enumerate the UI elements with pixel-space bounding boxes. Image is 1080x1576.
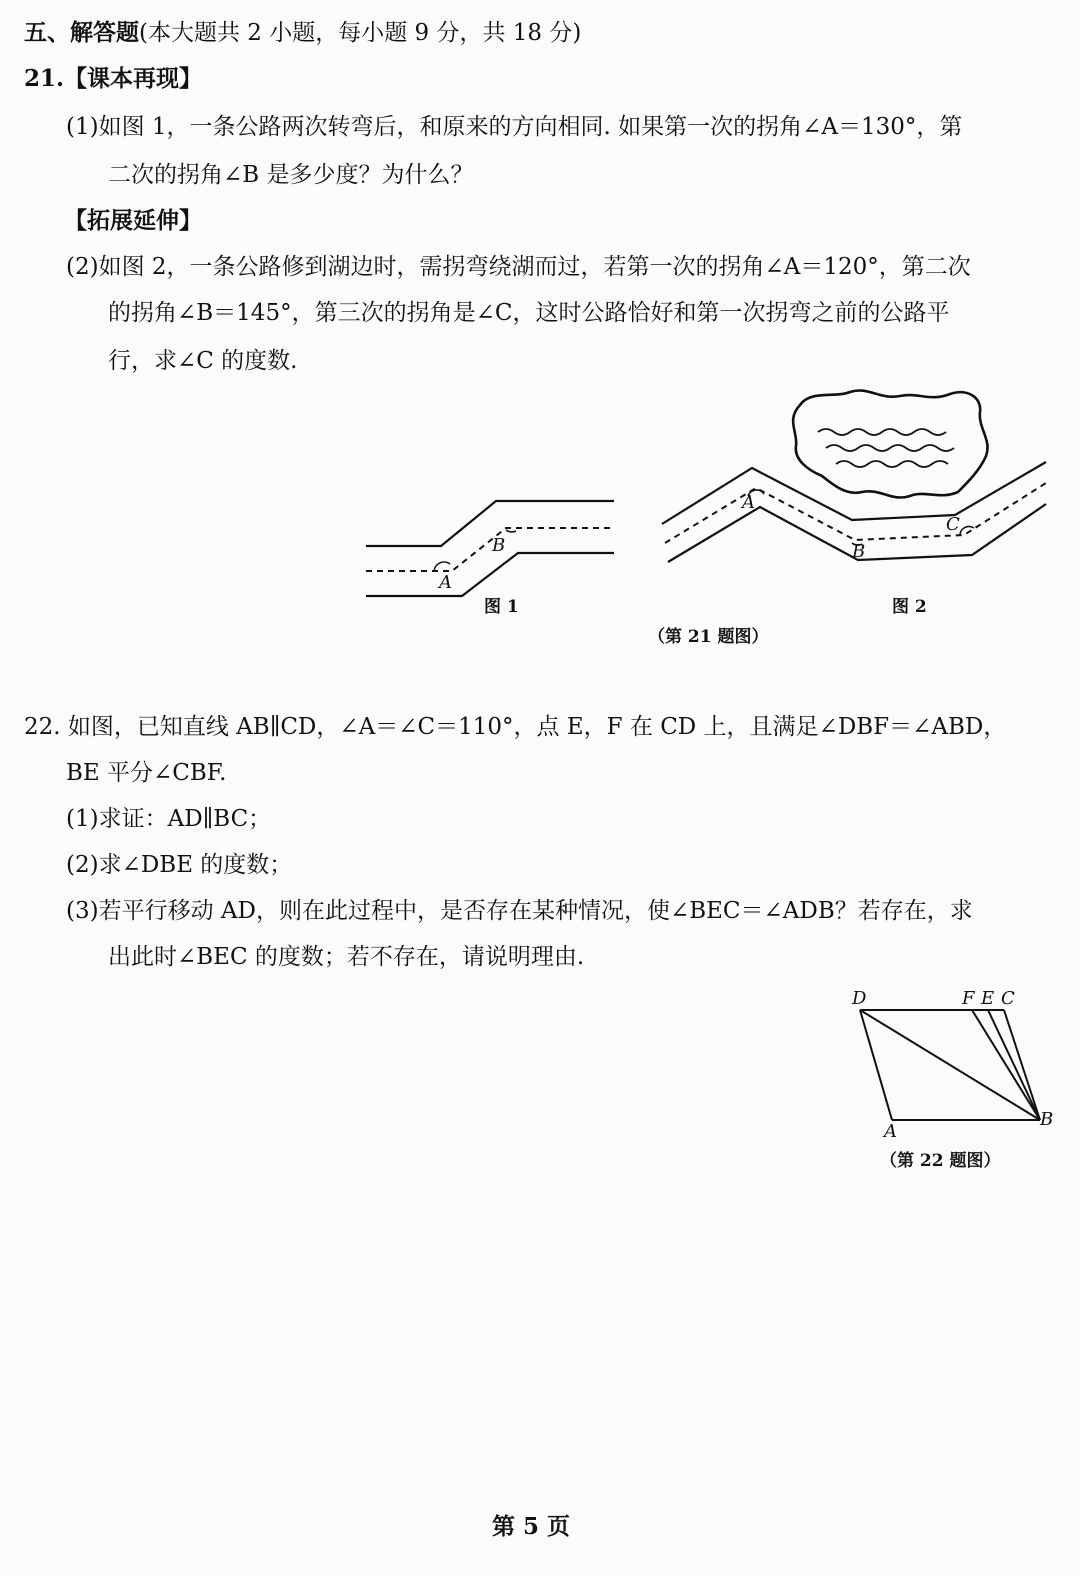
page-number: 第 5 页 [492,1513,571,1540]
figure-22 [860,1010,1040,1120]
fig1-road-lower-edge [366,553,614,596]
fig2-label-a: A [742,492,755,513]
fig22-label-b: B [1040,1109,1054,1130]
q21-figure-caption: （第 21 题图） [648,627,769,647]
q22-line2: BE 平分∠CBF. [66,760,227,786]
q21-part2-line2: 的拐角∠B＝145°，第三次的拐角是∠C，这时公路恰好和第一次拐弯之前的公路平 [108,300,950,326]
fig22-label-e: E [981,988,995,1009]
q22-figure-caption: （第 22 题图） [880,1151,1001,1171]
segment-fb [972,1010,1040,1120]
lake-wave-2 [826,445,954,451]
figure-2 [662,390,1046,562]
q22-subq2: (2)求∠DBE 的度数； [66,852,293,878]
fig22-label-c: C [1001,988,1015,1009]
q22-subq3-line1: (3)若平行移动 AD，则在此过程中，是否存在某种情况，使∠BEC＝∠ADB？若存在，求 [66,898,973,924]
fig2-label-b: B [852,541,866,562]
fig2-caption: 图 2 [892,597,927,617]
lake-outline [793,390,987,497]
segment-cb [1004,1010,1040,1120]
q21-part1-line2: 二次的拐角∠B 是多少度？为什么？ [108,162,474,188]
q21-tag-extension: 【拓展延伸】 [64,207,202,234]
fig2-label-c: C [946,514,960,535]
figure-1 [366,501,614,596]
fig1-label-a: A [439,572,452,593]
q22-subq1: (1)求证：AD∥BC； [66,806,272,832]
fig22-label-d: D [852,988,867,1009]
q21-part2-line1: (2)如图 2，一条公路修到湖边时，需拐弯绕湖而过，若第一次的拐角∠A＝120°，第二次 [66,254,971,280]
fig22-label-f: F [962,988,975,1009]
fig1-road-centerline [366,528,614,571]
fig1-road-upper-edge [366,501,614,546]
fig22-label-a: A [884,1121,897,1142]
fig1-caption: 图 1 [484,597,519,617]
fig1-angle-b-arc [506,530,516,532]
lake-wave-3 [836,461,948,467]
q21-tag-textbook: 【课本再现】 [64,65,203,92]
fig1-label-b: B [492,535,506,556]
q21-part2-line3: 行，求∠C 的度数. [108,348,298,374]
section-note: (本大题共 2 小题，每小题 9 分，共 18 分) [139,20,582,46]
section-heading: 五、解答题 [24,19,139,46]
q22-line1: 22. 如图，已知直线 AB∥CD，∠A＝∠C＝110°，点 E，F 在 CD 上，且满足∠DBF＝∠ABD， [24,714,1007,740]
lake-wave-1 [818,429,946,435]
q21-part1-line1: (1)如图 1，一条公路两次转弯后，和原来的方向相同. 如果第一次的拐角∠A＝130°，第 [66,114,963,140]
q22-subq3-line2: 出此时∠BEC 的度数；若不存在，请说明理由. [108,944,585,970]
q21-number: 21. [24,65,65,92]
